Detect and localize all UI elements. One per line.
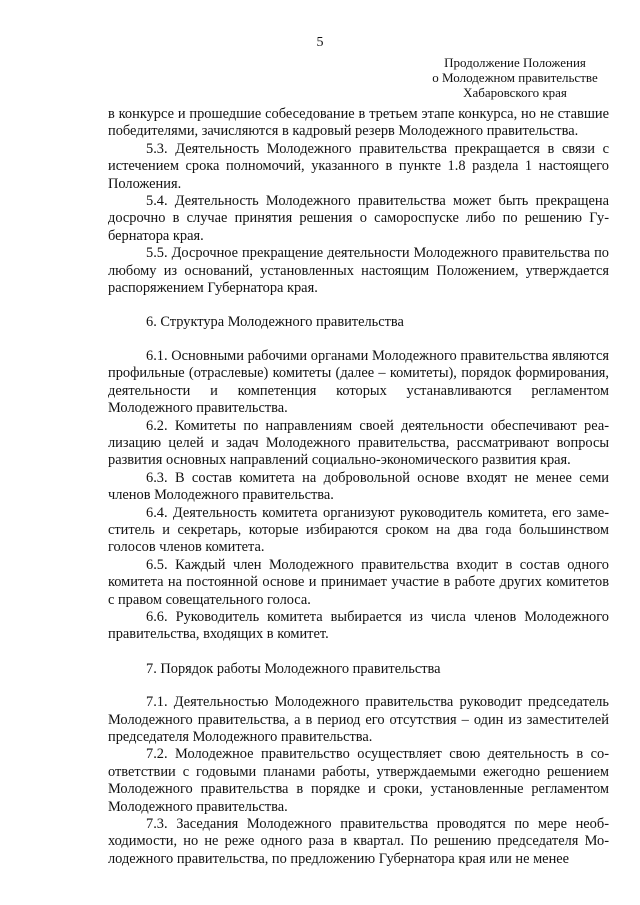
paragraph-continuation: в конкурсе и прошедшие собеседование в третьем этапе конкурса, но не ставшие победителями, зачисляются в кадровый резерв Молодежного правительства.	[108, 106, 609, 140]
paragraph-6-6: 6.6. Руководитель комитета выбирается из числа членов Молодежного правительства, входящих в комитет.	[108, 608, 609, 643]
paragraph-6-1: 6.1. Основными рабочими органами Молодежного правительства являются профильные (отраслевые) комитеты (далее – комитеты), порядок формирования, деятельности и компетенция которых устанавливаются регламентом Молодежного правительства.	[108, 347, 609, 417]
section-7-title: 7. Порядок работы Молодежного правительства	[146, 660, 441, 677]
document-header-note	[420, 55, 610, 100]
paragraph-7-3: 7.3. Заседания Молодежного правительства проводятся по мере необходимости, но не реже одного раза в квартал. По решению председателя Молодежного правительства, по предложению Губернатора края или не менее	[108, 816, 609, 867]
header-line-2: о Молодежном правительстве	[432, 70, 598, 85]
section-6-title: 6. Структура Молодежного правительства	[146, 314, 404, 331]
paragraph-5-4: 5.4. Деятельность Молодежного правительства может быть прекращена досрочно в случае принятия решения о самороспуске либо по решению Губернатора края.	[108, 193, 609, 244]
paragraph-6-2: 6.2. Комитеты по направлениям своей деятельности обеспечивают реализацию целей и задач Молодежного правительства, рассматривают вопросы развития основных направлений социально-экономического развития края.	[108, 417, 609, 469]
page-number: 5	[316, 35, 324, 50]
header-line-3: Хабаровского края	[463, 85, 567, 100]
header-line-1: Продолжение Положения	[444, 55, 586, 70]
paragraph-7-2: 7.2. Молодежное правительство осуществляет свою деятельность в соответствии с годовыми планами работы, утверждаемыми ежегодно решением Молодежного правительства в порядке и сроки, установленные регламентом Молодежного правительства.	[108, 746, 609, 815]
paragraph-7-1: 7.1. Деятельностью Молодежного правительства руководит председатель Молодежного правительства, а в период его отсутствия – один из заместителей председателя Молодежного правительства.	[108, 694, 609, 745]
document-body	[108, 106, 609, 868]
paragraph-6-4: 6.4. Деятельность комитета организуют руководитель комитета, его заместитель и секретарь, которые избираются сроком на два года большинством голосов членов комитета.	[108, 504, 609, 556]
paragraph-5-3: 5.3. Деятельность Молодежного правительства прекращается в связи с истечением срока полномочий, указанного в пункте 1.8 раздела 1 настоящего Положения.	[108, 140, 609, 192]
paragraph-6-5: 6.5. Каждый член Молодежного правительства входит в состав одного комитета на постоянной основе и принимает участие в работе других комитетов с правом совещательного голоса.	[108, 556, 609, 608]
paragraph-5-5: 5.5. Досрочное прекращение деятельности Молодежного правительства по любому из оснований, установленных настоящим Положением, утверждается распоряжением Губернатора края.	[108, 245, 609, 297]
paragraph-6-3: 6.3. В состав комитета на добровольной основе входят не менее семи членов Молодежного правительства.	[108, 469, 609, 504]
